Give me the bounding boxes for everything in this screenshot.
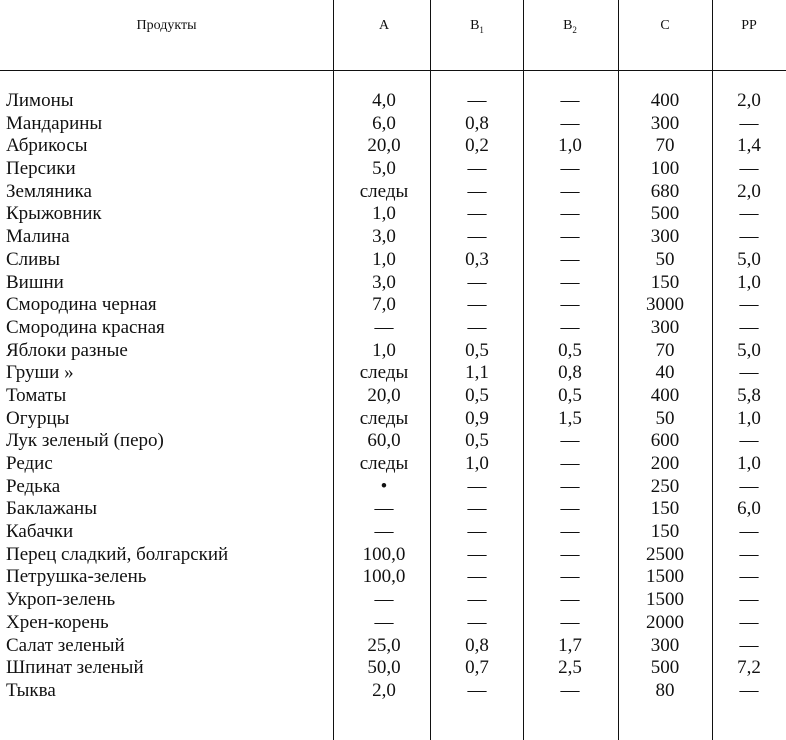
leader-dots: . . . <box>234 657 328 679</box>
value-pp: — <box>739 543 759 565</box>
table-row <box>0 521 786 544</box>
value-b2: — <box>560 158 580 180</box>
value-a: 1,0 <box>372 248 396 270</box>
table-body <box>0 90 786 703</box>
value-pp: — <box>739 611 759 633</box>
value-c: 400 <box>650 90 680 111</box>
table-row <box>0 158 786 181</box>
product-name-cell <box>6 589 328 612</box>
value-b1: — <box>467 679 487 701</box>
leader-dots: . . . . . . . <box>84 679 328 701</box>
product-name-cell <box>6 203 328 226</box>
value-b1: 0,5 <box>465 339 489 361</box>
value-pp: — <box>739 316 759 338</box>
value-a: 5,0 <box>372 158 396 180</box>
value-c: 600 <box>650 430 680 452</box>
product-name: Лук зеленый (перо) <box>6 430 168 451</box>
value-b2: — <box>560 316 580 338</box>
leader-dots: . . . <box>234 316 328 338</box>
table-row <box>0 544 786 567</box>
table-row <box>0 566 786 589</box>
product-name: Малина <box>6 226 74 247</box>
table-row <box>0 135 786 158</box>
table-row <box>0 226 786 249</box>
value-a: 3,0 <box>372 271 396 293</box>
product-name-cell <box>6 408 328 431</box>
product-name: Смородина черная <box>6 294 161 315</box>
value-c: 500 <box>650 657 680 679</box>
value-c: 300 <box>650 112 680 134</box>
leader-dots: . . . . <box>196 362 328 384</box>
value-b2: — <box>560 566 580 588</box>
value-b2: — <box>560 498 580 520</box>
value-b1: — <box>467 475 487 497</box>
product-name: Крыжовник <box>6 203 106 224</box>
value-c: 80 <box>655 679 675 701</box>
product-name: Мандарины <box>6 113 106 134</box>
product-name-cell <box>6 294 328 317</box>
product-name-cell <box>6 385 328 408</box>
header-c-label: С <box>660 18 670 33</box>
value-b2: — <box>560 203 580 225</box>
leader-dots: . . . . . <box>159 611 328 633</box>
value-b2: 0,8 <box>558 362 582 384</box>
value-c: 40 <box>655 362 675 384</box>
table-row <box>0 181 786 204</box>
leader-dots: . . . . <box>196 634 328 656</box>
value-b1: — <box>467 316 487 338</box>
product-name-cell <box>6 135 328 158</box>
value-c: 2500 <box>646 543 684 565</box>
header-rule <box>0 70 786 71</box>
product-name: Кабачки <box>6 521 77 542</box>
value-c: 250 <box>650 475 680 497</box>
product-name: Редис <box>6 453 57 474</box>
table-row <box>0 612 786 635</box>
header-b2 <box>522 18 618 35</box>
value-a: 1,0 <box>372 203 396 225</box>
value-b1: 0,2 <box>465 135 489 157</box>
value-pp: — <box>739 566 759 588</box>
value-c: 150 <box>650 498 680 520</box>
leader-dots: . . . . . <box>159 135 328 157</box>
value-c: 100 <box>650 158 680 180</box>
value-a: — <box>374 589 394 611</box>
value-c: 1500 <box>646 566 684 588</box>
value-pp: 7,2 <box>737 657 761 679</box>
value-b1: 0,5 <box>465 430 489 452</box>
value-a: 7,0 <box>372 294 396 316</box>
product-name-cell <box>6 272 328 295</box>
value-c: 200 <box>650 453 680 474</box>
value-b1: — <box>467 90 487 111</box>
product-name: Петрушка-зелень <box>6 566 150 587</box>
value-a: 20,0 <box>367 135 401 157</box>
product-name: Огурцы <box>6 408 73 429</box>
value-b2: — <box>560 271 580 293</box>
table-row <box>0 113 786 136</box>
product-name: Салат зеленый <box>6 635 129 656</box>
table-row <box>0 430 786 453</box>
value-b2: — <box>560 543 580 565</box>
value-b2: — <box>560 679 580 701</box>
header-pp-label: РР <box>741 18 757 33</box>
product-name-cell <box>6 90 328 113</box>
value-c: 400 <box>650 384 680 406</box>
value-pp: 2,0 <box>737 180 761 202</box>
value-a: 100,0 <box>362 566 406 588</box>
value-b2: — <box>560 430 580 452</box>
value-b2: 1,7 <box>558 634 582 656</box>
value-pp: 5,8 <box>737 384 761 406</box>
value-b1: — <box>467 498 487 520</box>
value-b1: — <box>467 566 487 588</box>
leader-dots: . . . . . . <box>121 521 328 543</box>
leader-dots: . . . . <box>196 339 328 361</box>
header-product <box>0 18 333 34</box>
value-a: следы <box>359 453 409 474</box>
value-c: 300 <box>650 226 680 248</box>
value-c: 50 <box>655 248 675 270</box>
value-a: 1,0 <box>372 339 396 361</box>
table-row <box>0 90 786 113</box>
value-pp: 6,0 <box>737 498 761 520</box>
leader-dots: . . . . <box>196 180 328 202</box>
value-b1: — <box>467 521 487 543</box>
value-b2: — <box>560 611 580 633</box>
value-a: 25,0 <box>367 634 401 656</box>
value-b1: — <box>467 294 487 316</box>
value-a: 4,0 <box>372 90 396 111</box>
value-a: 50,0 <box>367 657 401 679</box>
leader-dots: . . . <box>234 294 328 316</box>
value-pp: 5,0 <box>737 248 761 270</box>
table-row <box>0 249 786 272</box>
value-b2: — <box>560 226 580 248</box>
product-name-cell <box>6 635 328 658</box>
value-a: — <box>374 316 394 338</box>
value-b2: — <box>560 589 580 611</box>
value-a: следы <box>359 407 409 429</box>
value-b2: — <box>560 453 580 474</box>
value-pp: — <box>739 589 759 611</box>
product-name: Сливы <box>6 249 64 270</box>
table-row <box>0 203 786 226</box>
product-name: Томаты <box>6 385 70 406</box>
table-row <box>0 635 786 658</box>
value-pp: 2,0 <box>737 90 761 111</box>
value-c: 50 <box>655 407 675 429</box>
value-pp: 1,0 <box>737 453 761 474</box>
value-c: 2000 <box>646 611 684 633</box>
table-row <box>0 589 786 612</box>
value-b2: — <box>560 112 580 134</box>
product-name-cell <box>6 453 328 476</box>
value-b1: — <box>467 271 487 293</box>
value-a: 3,0 <box>372 226 396 248</box>
product-name-cell <box>6 158 328 181</box>
product-name-cell <box>6 521 328 544</box>
table-row <box>0 362 786 385</box>
header-pp <box>712 18 786 34</box>
value-b2: — <box>560 90 580 111</box>
value-a: следы <box>359 180 409 202</box>
value-a: • <box>380 475 388 497</box>
value-a: следы <box>359 362 409 384</box>
value-c: 70 <box>655 135 675 157</box>
value-b2: — <box>560 475 580 497</box>
value-pp: — <box>739 112 759 134</box>
value-b1: — <box>467 180 487 202</box>
table-row <box>0 453 786 476</box>
product-name: Хрен-корень <box>6 612 113 633</box>
table-row <box>0 272 786 295</box>
value-c: 150 <box>650 521 680 543</box>
product-name: Абрикосы <box>6 135 92 156</box>
leader-dots: . . . . . <box>159 112 328 134</box>
value-b2: 1,5 <box>558 407 582 429</box>
value-b1: 0,8 <box>465 112 489 134</box>
product-name: Укроп-зелень <box>6 589 119 610</box>
value-pp: — <box>739 226 759 248</box>
value-a: — <box>374 611 394 633</box>
value-b2: 2,5 <box>558 657 582 679</box>
value-b1: — <box>467 589 487 611</box>
leader-dots: . . . . . . <box>121 90 328 111</box>
value-b2: 0,5 <box>558 339 582 361</box>
product-name-cell <box>6 181 328 204</box>
header-b1-label: В <box>470 18 480 33</box>
value-b2: 0,5 <box>558 384 582 406</box>
product-name-cell <box>6 113 328 136</box>
leader-dots: . . . . <box>196 566 328 588</box>
value-c: 300 <box>650 634 680 656</box>
value-b1: 0,3 <box>465 248 489 270</box>
value-c: 500 <box>650 203 680 225</box>
value-a: 100,0 <box>362 543 406 565</box>
product-name: Шпинат зеленый <box>6 657 148 678</box>
value-b1: 0,9 <box>465 407 489 429</box>
value-pp: — <box>739 475 759 497</box>
header-a-label: А <box>378 18 390 33</box>
table-row <box>0 657 786 680</box>
value-c: 1500 <box>646 589 684 611</box>
value-pp: — <box>739 362 759 384</box>
table-row <box>0 294 786 317</box>
leader-dots: . . . . . . <box>121 271 328 293</box>
product-name-cell <box>6 362 328 385</box>
header-b2-sub: 2 <box>572 24 577 35</box>
product-name-cell <box>6 430 328 453</box>
leader-dots: . . . . <box>196 589 328 611</box>
leader-dots: . . . . . . <box>121 248 328 270</box>
product-name: Смородина красная <box>6 317 169 338</box>
value-b2: — <box>560 521 580 543</box>
value-b1: — <box>467 543 487 565</box>
value-b1: 1,0 <box>465 453 489 474</box>
value-b1: 1,1 <box>465 362 489 384</box>
leader-dots: . . . . <box>196 203 328 225</box>
value-b1: — <box>467 226 487 248</box>
value-pp: 1,4 <box>737 135 761 157</box>
value-c: 300 <box>650 316 680 338</box>
product-name-cell <box>6 657 328 680</box>
product-name: Груши » <box>6 362 78 383</box>
table-row <box>0 408 786 431</box>
value-b1: — <box>467 611 487 633</box>
value-b1: 0,5 <box>465 384 489 406</box>
value-pp: — <box>739 203 759 225</box>
product-name-cell <box>6 476 328 499</box>
value-pp: — <box>739 634 759 656</box>
value-a: 20,0 <box>367 384 401 406</box>
table-row <box>0 476 786 499</box>
value-b2: — <box>560 180 580 202</box>
value-pp: 5,0 <box>737 339 761 361</box>
leader-dots: . . . . . . <box>121 226 328 248</box>
leader-dots: . . . . . . . <box>84 453 328 474</box>
value-pp: — <box>739 679 759 701</box>
product-name: Земляника <box>6 181 96 202</box>
value-b1: — <box>467 203 487 225</box>
value-pp: — <box>739 521 759 543</box>
value-pp: — <box>739 430 759 452</box>
leader-dots: . . . . <box>196 498 328 520</box>
value-a: — <box>374 521 394 543</box>
value-a: 2,0 <box>372 679 396 701</box>
table-row <box>0 317 786 340</box>
table-row <box>0 498 786 521</box>
value-c: 150 <box>650 271 680 293</box>
product-name: Вишни <box>6 272 68 293</box>
product-name-cell <box>6 498 328 521</box>
product-name-cell <box>6 317 328 340</box>
value-c: 3000 <box>646 294 684 316</box>
value-b2: — <box>560 294 580 316</box>
leader-dots: . . . . . . <box>121 384 328 406</box>
product-name: Баклажаны <box>6 498 101 519</box>
leader-dots: . . . . . . <box>121 475 328 497</box>
table-row <box>0 385 786 408</box>
product-name-cell <box>6 249 328 272</box>
product-name: Тыква <box>6 680 60 701</box>
value-pp: 1,0 <box>737 407 761 429</box>
product-name: Перец сладкий, болгарский <box>6 544 232 565</box>
header-b1 <box>432 18 522 35</box>
header-a <box>336 18 432 34</box>
product-name: Персики <box>6 158 80 179</box>
header-c <box>618 18 712 34</box>
value-c: 70 <box>655 339 675 361</box>
value-a: — <box>374 498 394 520</box>
value-a: 60,0 <box>367 430 401 452</box>
product-name: Лимоны <box>6 90 78 111</box>
value-a: 6,0 <box>372 112 396 134</box>
value-pp: 1,0 <box>737 271 761 293</box>
product-name-cell <box>6 612 328 635</box>
value-b2: 1,0 <box>558 135 582 157</box>
leader-dots: . . . . . . <box>121 407 328 429</box>
product-name-cell <box>6 566 328 589</box>
header-product-label: Продукты <box>136 18 197 33</box>
product-name-cell <box>6 680 328 703</box>
product-name-cell <box>6 226 328 249</box>
leader-dots: . . . . . . <box>121 158 328 180</box>
product-name-cell <box>6 544 328 567</box>
product-name: Редька <box>6 476 64 497</box>
value-b2: — <box>560 248 580 270</box>
table-row <box>0 680 786 703</box>
value-pp: — <box>739 158 759 180</box>
value-b1: 0,7 <box>465 657 489 679</box>
value-b1: — <box>467 158 487 180</box>
product-name: Яблоки разные <box>6 340 132 361</box>
value-b1: 0,8 <box>465 634 489 656</box>
header-b2-label: В <box>563 18 573 33</box>
value-pp: — <box>739 294 759 316</box>
table-row <box>0 340 786 363</box>
product-name-cell <box>6 340 328 363</box>
value-c: 680 <box>650 180 680 202</box>
header-b1-sub: 1 <box>479 24 484 35</box>
